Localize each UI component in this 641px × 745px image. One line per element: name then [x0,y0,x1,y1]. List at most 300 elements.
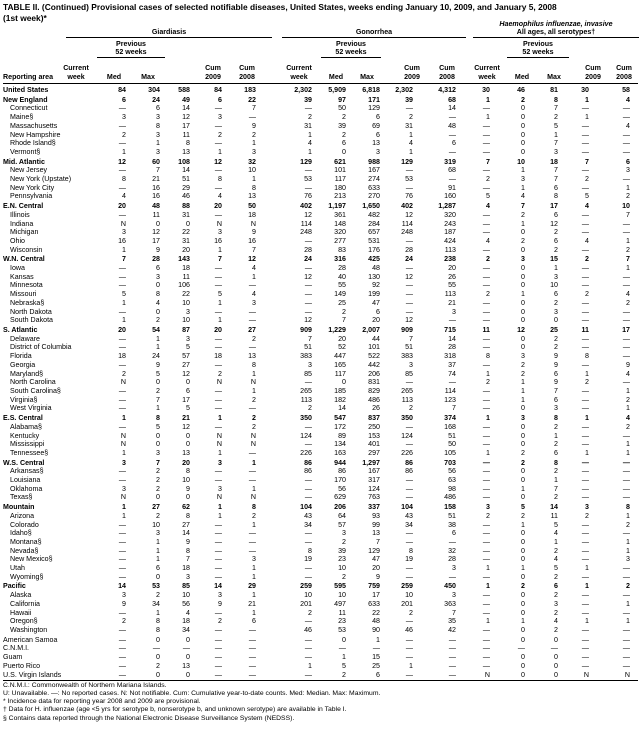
value-cell: 9 [186,537,190,546]
hdr-max-2: Max [360,73,374,81]
reporting-area-cell: Minnesota [10,281,43,290]
table-row [0,459,641,468]
value-cell: 143 [178,255,190,264]
value-cell: 0 [554,670,558,679]
value-cell: 595 [334,582,346,591]
value-cell: 988 [368,157,380,166]
value-cell: 105 [444,448,456,457]
value-cell: 2 [342,307,346,316]
value-cell: 1 [585,95,589,104]
value-cell: 4 [626,414,630,422]
table-row [0,396,641,405]
value-cell: 0 [521,546,525,555]
reporting-area-cell: South Carolina§ [10,387,61,395]
value-cell: — [304,281,312,290]
group-underline-haemophilus [473,37,639,38]
value-cell: 633 [368,183,380,192]
value-cell: 3 [486,503,490,511]
value-cell: — [550,644,558,653]
value-cell: 4 [521,192,525,201]
value-cell: 1 [409,130,413,139]
value-cell: N [216,493,222,502]
value-cell: 3 [156,448,160,457]
value-cell: 2 [521,511,525,520]
value-cell: 167 [368,166,380,175]
value-cell: 90 [372,626,380,634]
value-cell: 20 [214,202,222,211]
value-cell: 4 [486,202,490,211]
value-cell: 1 [308,661,312,670]
value-cell: 1 [308,147,312,156]
value-cell: 88 [182,202,190,211]
value-cell: 629 [334,493,346,502]
value-cell: 113 [444,245,456,254]
value-cell: — [248,635,256,644]
value-cell: 1 [122,298,126,307]
value-cell: 37 [448,360,456,369]
value-cell: 0 [521,272,525,281]
value-cell: N [250,378,256,387]
value-cell: 1 [156,334,160,343]
value-cell: — [581,272,589,281]
value-cell: — [118,183,126,192]
value-cell: 10 [338,591,346,600]
value-cell: 1 [218,503,222,511]
hdr-underline-1 [97,57,165,58]
value-cell: 1 [626,264,630,272]
value-cell: — [482,529,490,538]
value-cell: 9 [218,599,222,608]
value-cell: 182 [334,395,346,404]
value-cell: 4 [252,264,256,272]
value-cell: 51 [448,431,456,440]
value-cell: 1 [585,564,589,573]
value-cell: — [304,476,312,484]
value-cell: 5 [486,192,490,201]
reporting-area-cell: New York City [10,183,55,192]
value-cell: 17 [622,325,630,334]
value-cell: 18 [248,210,256,219]
value-cell: 482 [368,210,380,219]
value-cell: 2 [626,395,630,404]
value-cell: 1 [252,484,256,493]
reporting-area-cell: Rhode Island§ [10,139,56,148]
value-cell: — [214,272,222,281]
value-cell: 3 [521,352,525,361]
value-cell: 31 [304,121,312,130]
value-cell: — [118,644,126,653]
value-cell: 2 [409,113,413,122]
value-cell: 3 [452,564,456,573]
value-cell: 0 [554,316,558,325]
value-cell: 163 [334,448,346,457]
reporting-area-cell: Mountain [3,503,35,511]
value-cell: 0 [521,661,525,670]
value-cell: 0 [521,334,525,343]
value-cell: 0 [186,653,190,662]
value-cell: — [304,484,312,493]
value-cell: 250 [368,422,380,431]
value-cell: 38 [448,520,456,529]
value-cell: 0 [186,219,190,228]
value-cell: 319 [444,157,456,166]
value-cell: — [622,608,630,617]
value-cell: 402 [300,202,312,211]
value-cell: 1 [156,139,160,148]
value-cell: — [304,644,312,653]
value-cell: 3 [409,360,413,369]
reporting-area-cell: Virginia§ [10,395,38,404]
value-cell: 3 [376,147,380,156]
value-cell: 0 [554,635,558,644]
reporting-area-cell: E.S. Central [3,414,43,422]
value-cell: — [581,121,589,130]
value-cell: 7 [626,255,630,264]
value-cell: — [214,166,222,175]
footnote: § Contains data reported through the National Electronic Disease Surveillance System (NEDSS). [3,714,295,722]
value-cell: 89 [338,431,346,440]
value-cell: 1 [376,635,380,644]
value-cell: — [448,661,456,670]
value-cell: 10 [182,298,190,307]
value-cell: 1 [252,458,256,467]
value-cell: — [581,591,589,600]
value-cell: 22 [372,608,380,617]
value-cell: 2 [342,130,346,139]
value-cell: 6 [554,369,558,378]
value-cell: — [622,316,630,325]
table-row [0,104,641,113]
value-cell: 1 [218,147,222,156]
reporting-area-cell: North Dakota [10,307,52,316]
value-cell: — [581,653,589,662]
value-cell: 28 [405,245,413,254]
value-cell: — [214,343,222,352]
value-cell: 18 [182,264,190,272]
value-cell: 3 [521,175,525,183]
value-cell: 363 [444,599,456,608]
value-cell: 7 [452,608,456,617]
value-cell: 27 [182,360,190,369]
value-cell: — [482,281,490,290]
value-cell: 6 [122,95,126,104]
value-cell: 7 [626,210,630,219]
reporting-area-cell: Michigan [10,228,39,237]
value-cell: — [622,139,630,148]
table-row [0,432,641,441]
hdr-previous-1: Previous [116,40,146,48]
value-cell: 383 [300,352,312,361]
value-cell: — [482,130,490,139]
value-cell: — [118,104,126,113]
value-cell: 47 [372,555,380,564]
value-cell: 2 [554,422,558,431]
value-cell: 8 [252,183,256,192]
value-cell: 2 [342,572,346,581]
value-cell: 12 [304,210,312,219]
value-cell: 1,197 [328,202,346,211]
value-cell: 6 [554,448,558,457]
value-cell: 20 [372,564,380,573]
value-cell: — [214,564,222,573]
value-cell: 9 [626,360,630,369]
value-cell: 9 [122,599,126,608]
value-cell: — [482,644,490,653]
value-cell: — [248,476,256,484]
value-cell: — [482,661,490,670]
reporting-area-cell: Indiana [10,219,34,228]
value-cell: — [482,493,490,502]
value-cell: 715 [444,325,456,334]
value-cell: 8 [554,95,558,104]
value-cell: — [581,219,589,228]
value-cell: — [248,670,256,679]
value-cell: 5 [156,422,160,431]
value-cell: — [622,104,630,113]
value-cell: 3 [156,113,160,122]
value-cell: 226 [300,448,312,457]
reporting-area-cell: E.N. Central [3,202,44,211]
value-cell: 3 [554,307,558,316]
value-cell: 2 [156,387,160,395]
value-cell: 22 [182,228,190,237]
value-cell: — [581,298,589,307]
value-cell: 657 [368,228,380,237]
value-cell: 4 [186,608,190,617]
reporting-area-cell: Missouri [10,290,37,299]
value-cell: 180 [334,183,346,192]
value-cell: 1 [156,608,160,617]
value-cell: 213 [334,192,346,201]
table-row [0,139,641,148]
value-cell: 39 [405,95,413,104]
value-cell: 25 [550,325,558,334]
value-cell: 104 [300,503,312,511]
value-cell: 238 [444,255,456,264]
value-cell: — [248,404,256,413]
value-cell: 18 [214,352,222,361]
value-cell: N [120,493,126,502]
value-cell: — [118,537,126,546]
value-cell: 0 [521,113,525,122]
table-row [0,529,641,538]
value-cell: — [581,147,589,156]
value-cell: 0 [342,635,346,644]
value-cell: 0 [342,147,346,156]
value-cell: 1 [409,661,413,670]
value-cell: — [248,529,256,538]
value-cell: 28 [304,245,312,254]
value-cell: 4 [554,529,558,538]
value-cell: 86 [405,458,413,467]
value-cell: — [214,264,222,272]
value-cell: — [118,661,126,670]
value-cell: 2 [554,626,558,634]
value-cell: 8 [585,352,589,361]
value-cell: 361 [334,210,346,219]
value-cell: 8 [252,503,256,511]
value-cell: 6 [554,183,558,192]
value-cell: 0 [521,228,525,237]
value-cell: 3 [452,591,456,600]
table-row [0,404,641,413]
value-cell: 2 [585,255,589,264]
value-cell: — [448,113,456,122]
value-cell: 2 [521,210,525,219]
value-cell: 12 [405,272,413,281]
value-cell: 21 [248,599,256,608]
value-cell: — [581,210,589,219]
table-row [0,326,641,335]
value-cell: 297 [368,448,380,457]
value-cell: — [304,422,312,431]
value-cell: — [482,264,490,272]
value-cell: — [448,537,456,546]
reporting-area-cell: District of Columbia [10,343,72,352]
reporting-area-cell: Wisconsin [10,245,43,254]
table-row [0,617,641,626]
value-cell: 206 [368,369,380,378]
value-cell: — [214,476,222,484]
value-cell: 13 [182,661,190,670]
reporting-area-cell: Iowa [10,264,25,272]
value-cell: 1 [252,387,256,395]
value-cell: 1 [486,564,490,573]
value-cell: — [118,670,126,679]
value-cell: 3 [626,166,630,175]
value-cell: 16 [214,236,222,245]
value-cell: 3 [218,591,222,600]
value-cell: 522 [368,352,380,361]
value-cell: 84 [214,86,222,94]
value-cell: — [581,360,589,369]
value-cell: 50 [338,104,346,113]
value-cell: 12 [405,316,413,325]
value-cell: — [304,617,312,626]
value-cell: 2 [521,236,525,245]
value-cell: 763 [368,493,380,502]
value-cell: 2 [486,290,490,299]
value-cell: 20 [338,334,346,343]
value-cell: 54 [152,325,160,334]
value-cell: 114 [444,387,456,395]
value-cell: — [581,395,589,404]
value-cell: 34 [405,520,413,529]
value-cell: — [118,422,126,431]
value-cell: — [581,316,589,325]
value-cell: — [118,467,126,476]
value-cell: 20 [182,458,190,467]
value-cell: 50 [248,202,256,211]
value-cell: — [448,670,456,679]
reporting-area-cell: Kentucky [10,431,40,440]
value-cell: 51 [405,343,413,352]
value-cell: — [338,644,346,653]
value-cell: — [248,467,256,476]
value-cell: 2 [554,546,558,555]
value-cell: — [118,564,126,573]
value-cell: — [182,644,190,653]
value-cell: 4 [554,555,558,564]
value-cell: 350 [300,414,312,422]
value-cell: — [482,404,490,413]
value-cell: 2 [156,467,160,476]
value-cell: 14 [448,334,456,343]
value-cell: 0 [521,599,525,608]
value-cell: 134 [334,440,346,449]
value-cell: 2 [626,298,630,307]
table-row [0,148,641,157]
value-cell: 6 [626,157,630,166]
value-cell: — [482,228,490,237]
value-cell: 8 [218,175,222,183]
value-cell: — [622,467,630,476]
reporting-area-cell: New Mexico§ [10,555,53,564]
value-cell: 3 [554,147,558,156]
value-cell: 3 [122,458,126,467]
value-cell: 1 [626,537,630,546]
table-row [0,476,641,485]
value-cell: 3 [156,529,160,538]
value-cell: 0 [521,422,525,431]
reporting-area-cell: Alaska [10,591,32,600]
value-cell: 24 [152,95,160,104]
value-cell: 5 [342,661,346,670]
value-cell: 68 [448,166,456,175]
value-cell: — [214,210,222,219]
value-cell: 265 [300,387,312,395]
value-cell: 2 [521,582,525,591]
value-cell: 3 [122,113,126,122]
value-cell: 85 [182,582,190,591]
table-row [0,113,641,122]
value-cell: — [405,653,413,662]
value-cell: — [622,272,630,281]
group-giardiasis: Giardiasis [151,28,187,36]
value-cell: 1 [554,130,558,139]
value-cell: 1 [218,245,222,254]
value-cell: 172 [334,422,346,431]
reporting-area-cell: Louisiana [10,476,41,484]
value-cell: — [581,529,589,538]
value-cell: — [214,529,222,538]
value-cell: 259 [300,582,312,591]
value-cell: 383 [401,352,413,361]
value-cell: — [581,476,589,484]
value-cell: 2 [122,369,126,378]
value-cell: — [581,635,589,644]
value-cell: 113 [444,290,456,299]
value-cell: 34 [182,626,190,634]
value-cell: 81 [550,86,558,94]
table-row [0,273,641,282]
value-cell: 2 [122,617,126,626]
value-cell: 1 [626,404,630,413]
value-cell: N [583,670,589,679]
reporting-area-cell: Wyoming§ [10,572,44,581]
value-cell: 17 [182,121,190,130]
value-cell: — [118,555,126,564]
value-cell: 85 [304,369,312,378]
value-cell: 14 [182,104,190,113]
reporting-area-cell: Oregon§ [10,617,38,626]
value-cell: — [152,644,160,653]
value-cell: 14 [182,166,190,175]
value-cell: 0 [156,572,160,581]
value-cell: — [482,334,490,343]
value-cell: 47 [372,298,380,307]
value-cell: 3 [554,272,558,281]
